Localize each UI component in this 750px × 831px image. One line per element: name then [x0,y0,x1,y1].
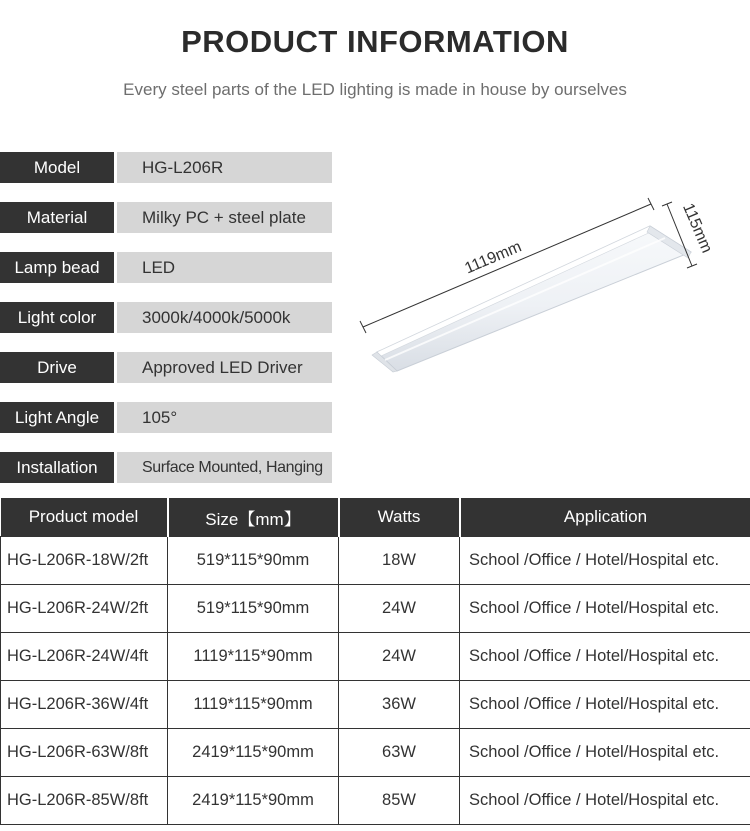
cell-watts: 85W [339,777,460,825]
spec-label: Installation [0,452,114,483]
spec-value: HG-L206R [117,152,332,183]
width-tick-bottom [687,264,697,268]
cell-model: HG-L206R-36W/4ft [1,681,168,729]
header-size: Size【mm】 [168,498,339,537]
cell-model: HG-L206R-18W/2ft [1,537,168,585]
header-application: Application [460,498,750,537]
table-row [1,633,750,681]
cell-watts: 24W [339,633,460,681]
cell-watts: 36W [339,681,460,729]
table-row [1,537,750,585]
cell-size: 519*115*90mm [168,585,339,633]
spec-row-light-color [0,302,332,333]
cell-size: 1119*115*90mm [168,681,339,729]
cell-size: 519*115*90mm [168,537,339,585]
spec-value: Milky PC + steel plate [117,202,332,233]
spec-row-installation [0,452,332,483]
spec-label: Material [0,202,114,233]
cell-model: HG-L206R-63W/8ft [1,729,168,777]
spec-row-drive [0,352,332,383]
cell-watts: 18W [339,537,460,585]
length-tick-right [648,198,654,210]
table-row [1,777,750,825]
cell-application: School /Office / Hotel/Hospital etc. [460,633,750,681]
spec-label: Light color [0,302,114,333]
led-fixture-illustration [355,190,725,380]
page-title: PRODUCT INFORMATION [181,24,569,59]
cell-application: School /Office / Hotel/Hospital etc. [460,537,750,585]
fixture-highlight [385,238,665,360]
cell-watts: 63W [339,729,460,777]
cell-application: School /Office / Hotel/Hospital etc. [460,585,750,633]
spec-value: LED [117,252,332,283]
table-row [1,585,750,633]
product-model-table [0,498,750,825]
page-subtitle: Every steel parts of the LED lighting is made in house by ourselves [123,80,627,99]
spec-row-light-angle [0,402,332,433]
spec-value: 3000k/4000k/5000k [117,302,332,333]
spec-label: Drive [0,352,114,383]
spec-value: Surface Mounted, Hanging [117,452,332,483]
table-header-row [1,498,750,537]
spec-row-model [0,152,332,183]
length-tick-left [360,321,366,333]
width-label: 115mm [679,200,716,256]
cell-model: HG-L206R-85W/8ft [1,777,168,825]
cell-model: HG-L206R-24W/4ft [1,633,168,681]
header-watts: Watts [339,498,460,537]
cell-application: School /Office / Hotel/Hospital etc. [460,681,750,729]
cell-application: School /Office / Hotel/Hospital etc. [460,777,750,825]
spec-label: Light Angle [0,402,114,433]
table-row [1,681,750,729]
spec-label: Lamp bead [0,252,114,283]
spec-label: Model [0,152,114,183]
cell-size: 2419*115*90mm [168,729,339,777]
spec-value: 105° [117,402,332,433]
header-product-model: Product model [1,498,168,537]
cell-size: 1119*115*90mm [168,633,339,681]
spec-row-lamp-bead [0,252,332,283]
table-row [1,729,750,777]
cell-model: HG-L206R-24W/2ft [1,585,168,633]
length-label: 1119mm [462,238,525,278]
spec-value: Approved LED Driver [117,352,332,383]
cell-size: 2419*115*90mm [168,777,339,825]
spec-row-material [0,202,332,233]
width-tick-top [662,202,672,206]
cell-watts: 24W [339,585,460,633]
cell-application: School /Office / Hotel/Hospital etc. [460,729,750,777]
